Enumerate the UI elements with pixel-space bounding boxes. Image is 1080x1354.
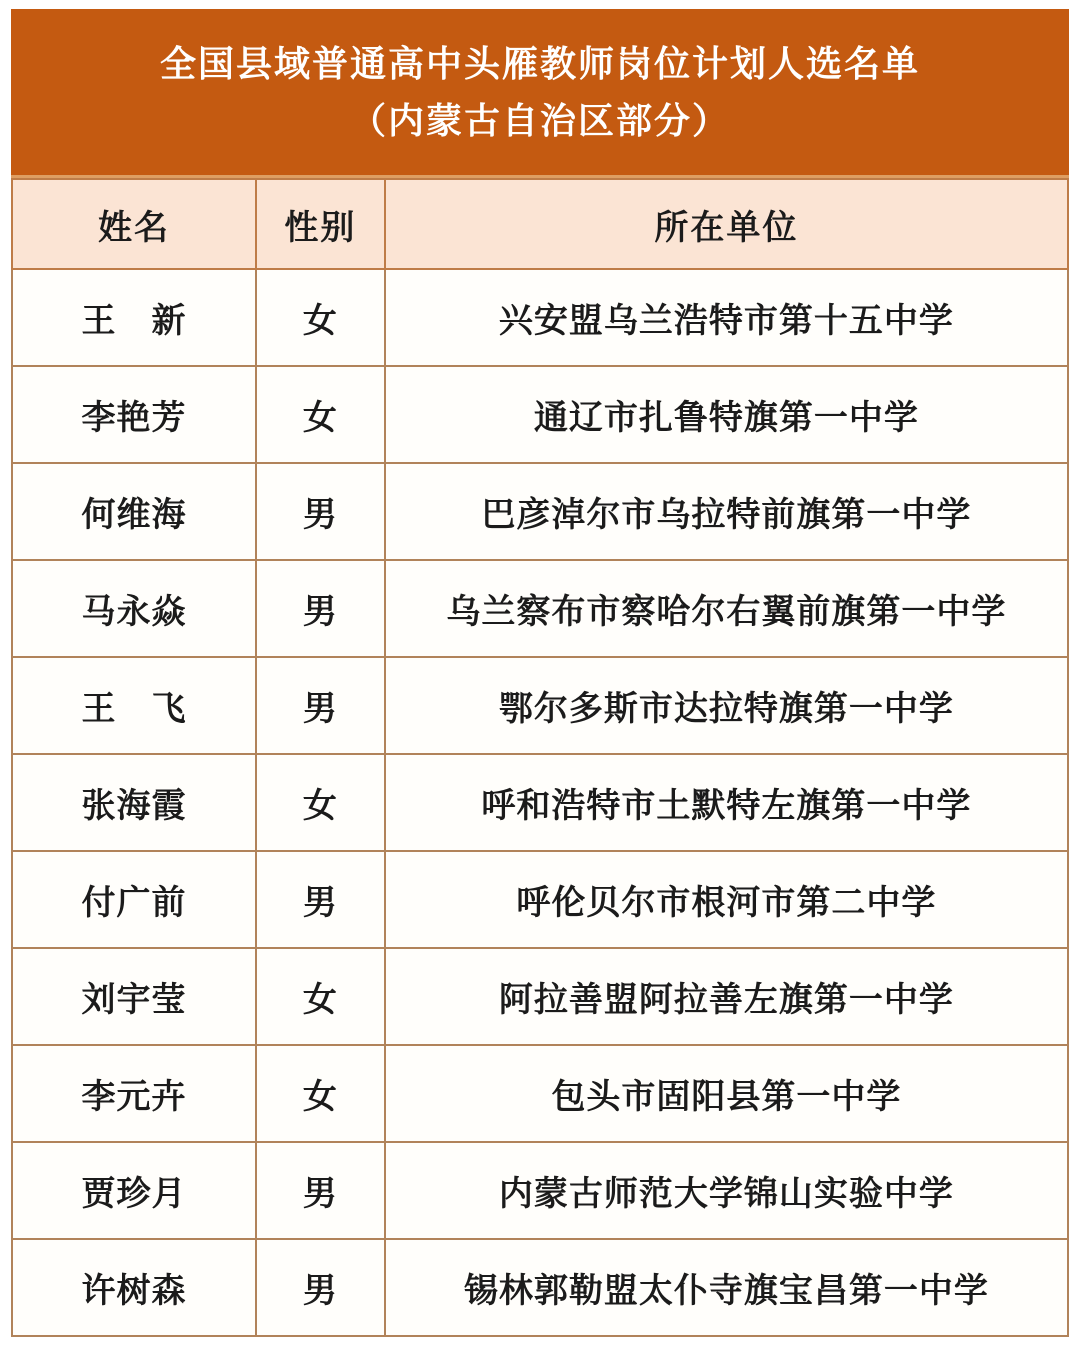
name-cell: 许树森	[12, 1239, 256, 1336]
table-row	[12, 1142, 1068, 1239]
title-line-1: 全国县域普通高中头雁教师岗位计划人选名单	[159, 43, 920, 84]
unit-cell: 乌兰察布市察哈尔右翼前旗第一中学	[385, 560, 1068, 657]
name-cell: 李艳芳	[12, 366, 256, 463]
table-row	[12, 657, 1068, 754]
name-cell: 马永焱	[12, 560, 256, 657]
gender-cell: 男	[256, 560, 385, 657]
name-cell: 王 新	[12, 269, 256, 366]
header-gender: 性别	[256, 179, 385, 269]
table-header-row	[12, 179, 1068, 269]
unit-cell: 包头市固阳县第一中学	[385, 1045, 1068, 1142]
gender-cell: 女	[256, 366, 385, 463]
gender-cell: 男	[256, 1239, 385, 1336]
table-row	[12, 754, 1068, 851]
title-banner	[11, 9, 1069, 178]
table-row	[12, 269, 1068, 366]
gender-cell: 女	[256, 269, 385, 366]
unit-cell: 鄂尔多斯市达拉特旗第一中学	[385, 657, 1068, 754]
unit-cell: 锡林郭勒盟太仆寺旗宝昌第一中学	[385, 1239, 1068, 1336]
gender-cell: 女	[256, 1045, 385, 1142]
unit-cell: 呼和浩特市土默特左旗第一中学	[385, 754, 1068, 851]
table-row	[12, 366, 1068, 463]
candidate-table	[11, 178, 1069, 1337]
name-cell: 付广前	[12, 851, 256, 948]
gender-cell: 女	[256, 754, 385, 851]
unit-cell: 通辽市扎鲁特旗第一中学	[385, 366, 1068, 463]
table-row	[12, 560, 1068, 657]
name-cell: 何维海	[12, 463, 256, 560]
header-name: 姓名	[12, 179, 256, 269]
table-row	[12, 851, 1068, 948]
title-line-2: （内蒙古自治区部分）	[349, 100, 730, 141]
name-cell: 王 飞	[12, 657, 256, 754]
table-row	[12, 1239, 1068, 1336]
gender-cell: 男	[256, 657, 385, 754]
table-row	[12, 463, 1068, 560]
unit-cell: 巴彦淖尔市乌拉特前旗第一中学	[385, 463, 1068, 560]
unit-cell: 阿拉善盟阿拉善左旗第一中学	[385, 948, 1068, 1045]
name-cell: 李元卉	[12, 1045, 256, 1142]
table-row	[12, 948, 1068, 1045]
name-cell: 张海霞	[12, 754, 256, 851]
header-unit: 所在单位	[385, 179, 1068, 269]
unit-cell: 内蒙古师范大学锦山实验中学	[385, 1142, 1068, 1239]
name-cell: 贾珍月	[12, 1142, 256, 1239]
gender-cell: 女	[256, 948, 385, 1045]
name-cell: 刘宇莹	[12, 948, 256, 1045]
unit-cell: 兴安盟乌兰浩特市第十五中学	[385, 269, 1068, 366]
table-row	[12, 1045, 1068, 1142]
unit-cell: 呼伦贝尔市根河市第二中学	[385, 851, 1068, 948]
gender-cell: 男	[256, 1142, 385, 1239]
gender-cell: 男	[256, 851, 385, 948]
gender-cell: 男	[256, 463, 385, 560]
